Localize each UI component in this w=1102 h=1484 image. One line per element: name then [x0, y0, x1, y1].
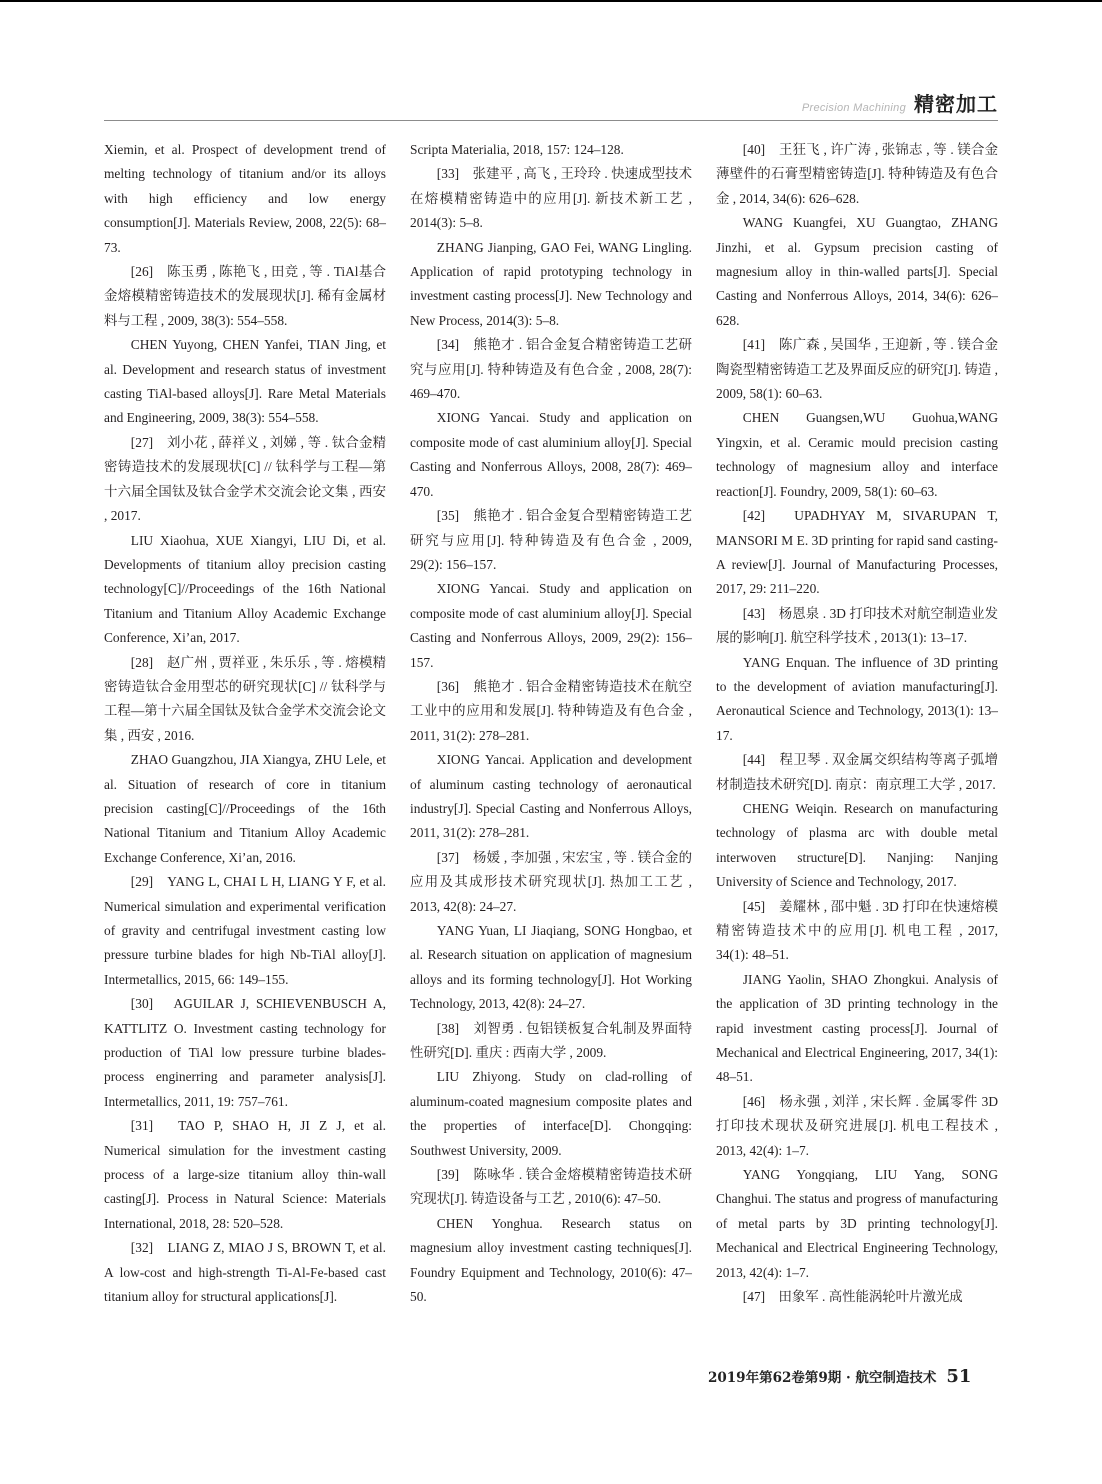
- reference-entry: [35] 熊艳才 . 铝合金复合型精密铸造工艺研究与应用[J]. 特种铸造及有色合金 , 2009, 29(2): 156–157.: [410, 508, 692, 572]
- running-footer: [708, 1366, 971, 1387]
- reference-entry: [34] 熊艳才 . 铝合金复合精密铸造工艺研究与应用[J]. 特种铸造及有色合金 , 2008, 28(7): 469–470.: [410, 337, 692, 402]
- reference-entry: CHEN Yuyong, CHEN Yanfei, TIAN Jing, et al. Development and research status of investment casting TiAl-based alloys[J]. Rare Metal Materials and Engineering, 2009, 38(3): 554–558.: [104, 337, 386, 426]
- reference-entry: WANG Kuangfei, XU Guangtao, ZHANG Jinzhi, et al. Gypsum precision casting of magnesium alloy in thin-walled parts[J]. Special Casting and Nonferrous Alloys, 2014, 34(6): 626–628.: [716, 215, 998, 328]
- reference-entry: Xiemin, et al. Prospect of development trend of melting technology of titanium and/or its alloys with high efficiency and low energy consumption[J]. Materials Review, 2008, 22(5): 68–73.: [104, 142, 386, 255]
- running-header: [802, 88, 998, 117]
- reference-entry: [32] LIANG Z, MIAO J S, BROWN T, et al. A low-cost and high-strength Ti-Al-Fe-based cast titanium alloy for structural applications[J].: [104, 1240, 386, 1305]
- top-rule: [0, 0, 1102, 2]
- reference-entry: [47] 田象军 . 高性能涡轮叶片激光成: [742, 1289, 963, 1305]
- reference-entry: CHENG Weiqin. Research on manufacturing technology of plasma arc with double metal interwoven structure[D]. Nanjing: Nanjing University of Science and Technology, 2017.: [716, 800, 998, 890]
- reference-entry: ZHAO Guangzhou, JIA Xiangya, ZHU Lele, et al. Situation of research of core in titanium precision casting[C]//Proceedings of the 16th National Titanium and Titanium Alloy Academic Exchange Conference, Xi’an, 2016.: [104, 752, 386, 865]
- header-rule: [104, 120, 998, 121]
- reference-entry: [26] 陈玉勇 , 陈艳飞 , 田竞 , 等 . TiAl基合金熔模精密铸造技术的发展现状[J]. 稀有金属材料与工程 , 2009, 38(3): 554–558.: [104, 264, 386, 328]
- reference-entry: [29] YANG L, CHAI L H, LIANG Y F, et al. Numerical simulation and experimental verification of gravity and centrifugal investment casting low pressure turbine blades for high Nb-TiAl alloy[J]. Intermetallics, 2015, 66: 149–155.: [104, 874, 386, 987]
- reference-entry: CHEN Yonghua. Research status on magnesium alloy investment casting techniques[J]. Foundry Equipment and Technology, 2010(6): 47–50.: [410, 1215, 692, 1305]
- reference-entry: [37] 杨媛 , 李加强 , 宋宏宝 , 等 . 镁合金的应用及其成形技术研究现状[J]. 热加工工艺 , 2013, 42(8): 24–27.: [410, 849, 692, 914]
- reference-entry: [44] 程卫琴 . 双金属交织结构等离子弧增材制造技术研究[D]. 南京：南京理工大学 , 2017.: [716, 752, 998, 792]
- reference-entry: JIANG Yaolin, SHAO Zhongkui. Analysis of the application of 3D printing technology in the rapid investment casting process[J]. Journal of Mechanical and Electrical Engineering, 2017, 34(1): 48–51.: [716, 971, 998, 1085]
- reference-column-1: [104, 138, 386, 1310]
- reference-entry: [31] TAO P, SHAO H, JI Z J, et al. Numerical simulation for the investment casting process of a large-size titanium alloy thin-wall casting[J]. Process in Natural Science: Materials International, 2018, 28: 520–528.: [104, 1118, 386, 1231]
- reference-entry: [36] 熊艳才 . 铝合金精密铸造技术在航空工业中的应用和发展[J]. 特种铸造及有色合金 , 2011, 31(2): 278–281.: [410, 678, 692, 743]
- reference-entry: [40] 王狂飞 , 许广涛 , 张锦志 , 等 . 镁合金薄壁件的石膏型精密铸造[J]. 特种铸造及有色合金 , 2014, 34(6): 626–628.: [716, 142, 998, 206]
- reference-entry: LIU Xiaohua, XUE Xiangyi, LIU Di, et al. Developments of titanium alloy precision casting technology[C]//Proceedings of the 16th National Titanium and Titanium Alloy Academic Exchange Conference, Xi’an, 2017.: [104, 532, 386, 646]
- reference-entry: [41] 陈广森 , 吴国华 , 王迎新 , 等 . 镁合金陶瓷型精密铸造工艺及界面反应的研究[J]. 铸造 , 2009, 58(1): 60–63.: [716, 337, 998, 402]
- reference-entry: YANG Yuan, LI Jiaqiang, SONG Hongbao, et al. Research situation on application of magnesium alloys and its forming technology[J]. Hot Working Technology, 2013, 42(8): 24–27.: [410, 923, 692, 1012]
- reference-entry: XIONG Yancai. Study and application on composite mode of cast aluminium alloy[J]. Special Casting and Nonferrous Alloys, 2008, 28(7): 469–470.: [410, 410, 692, 499]
- reference-entry: [33] 张建平 , 高飞 , 王玲玲 . 快速成型技术在熔模精密铸造中的应用[J]. 新技术新工艺 , 2014(3): 5–8.: [410, 166, 692, 231]
- reference-entry: Scripta Materialia, 2018, 157: 124–128.: [410, 142, 624, 157]
- reference-entry: [39] 陈咏华 . 镁合金熔模精密铸造技术研究现状[J]. 铸造设备与工艺 , 2010(6): 47–50.: [410, 1167, 692, 1207]
- reference-entry: [28] 赵广州 , 贾祥亚 , 朱乐乐 , 等 . 熔模精密铸造钛合金用型芯的研究现状[C] // 钛科学与工程—第十六届全国钛及钛合金学术交流会论文集 , 西安 , 2016.: [104, 654, 386, 743]
- reference-entry: LIU Zhiyong. Study on clad-rolling of aluminum-coated magnesium composite plates and the properties of interface[D]. Chongqing: Southwest University, 2009.: [410, 1069, 692, 1158]
- reference-entry: ZHANG Jianping, GAO Fei, WANG Lingling. Application of rapid prototyping technology in investment casting process[J]. New Technology and New Process, 2014(3): 5–8.: [410, 239, 692, 328]
- reference-entry: YANG Enquan. The influence of 3D printing to the development of aviation manufacturing[J]. Aeronautical Science and Technology, 2013(1): 13–17.: [716, 654, 998, 743]
- reference-column-2: [410, 138, 692, 1310]
- page-number: 51: [946, 1366, 972, 1387]
- reference-entry: [38] 刘智勇 . 包铝镁板复合轧制及界面特性研究[D]. 重庆 : 西南大学 , 2009.: [410, 1020, 692, 1061]
- reference-entry: [43] 杨恩泉 . 3D 打印技术对航空制造业发展的影响[J]. 航空科学技术 , 2013(1): 13–17.: [716, 605, 998, 646]
- issue-info: 2019年第62卷第9期 · 航空制造技术: [708, 1370, 937, 1386]
- reference-entry: XIONG Yancai. Application and development of aluminum casting technology of aeronautical industry[J]. Special Casting and Nonferrous Alloys, 2011, 31(2): 278–281.: [410, 752, 692, 841]
- reference-entry: [45] 姜耀林 , 邵中魁 . 3D 打印在快速熔模精密铸造技术中的应用[J]. 机电工程 , 2017, 34(1): 48–51.: [716, 898, 998, 963]
- reference-entry: XIONG Yancai. Study and application on composite mode of cast aluminium alloy[J]. Special Casting and Nonferrous Alloys, 2009, 29(2): 156–157.: [410, 581, 692, 670]
- journal-name-cn: 精密加工: [914, 92, 998, 116]
- reference-entry: [27] 刘小花 , 薛祥义 , 刘娣 , 等 . 钛合金精密铸造技术的发展现状[C] // 钛科学与工程—第十六届全国钛及钛合金学术交流会论文集 , 西安 , 2017.: [104, 434, 386, 524]
- journal-name-en: Precision Machining: [801, 102, 906, 114]
- reference-entry: CHEN Guangsen,WU Guohua,WANG Yingxin, et al. Ceramic mould precision casting technology of magnesium alloy and interface reaction[J]. Foundry, 2009, 58(1): 60–63.: [716, 410, 998, 499]
- reference-column-3: [716, 138, 998, 1310]
- reference-entry: [42] UPADHYAY M, SIVARUPAN T, MANSORI M E. 3D printing for rapid sand casting-A review[J]. Journal of Manufacturing Processes, 2017, 29: 211–220.: [716, 508, 998, 597]
- reference-entry: [46] 杨永强 , 刘洋 , 宋长辉 . 金属零件 3D 打印技术现状及研究进展[J]. 机电工程技术 , 2013, 42(4): 1–7.: [716, 1093, 998, 1158]
- reference-entry: YANG Yongqiang, LIU Yang, SONG Changhui. The status and progress of manufacturing of metal parts by 3D printing technology[J]. Mechanical and Electrical Engineering Technology, 2013, 42(4): 1–7.: [716, 1167, 998, 1280]
- reference-entry: [30] AGUILAR J, SCHIEVENBUSCH A, KATTLITZ O. Investment casting technology for production of TiAl low pressure turbine blades-process enginerring and parameter analysis[J]. Intermetallics, 2011, 19: 757–761.: [104, 996, 386, 1109]
